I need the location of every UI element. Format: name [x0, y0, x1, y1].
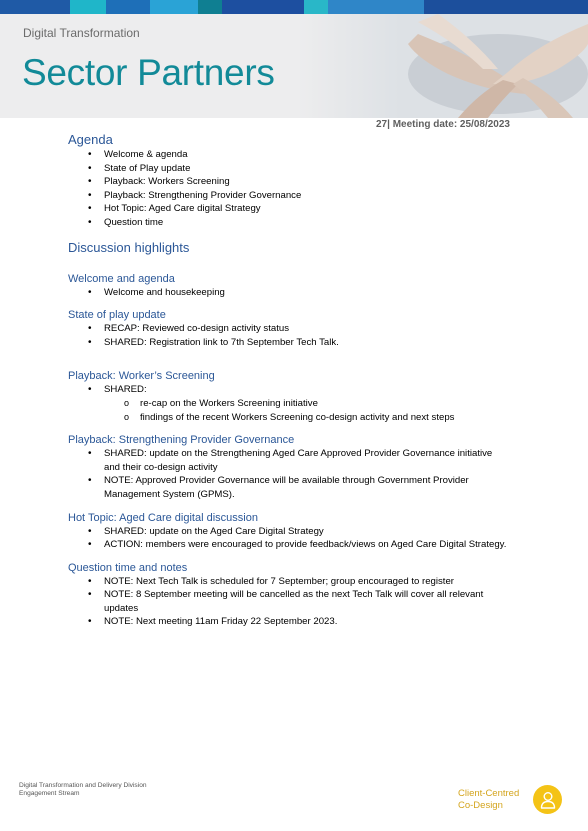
footer-division [19, 782, 147, 798]
section-heading: Question time and notes [68, 561, 188, 574]
stripe-segment [424, 0, 588, 14]
section-list [68, 322, 508, 349]
brand-line: Co-Design [458, 800, 503, 811]
page-title: Sector Partners [22, 52, 275, 93]
division-name: Digital Transformation and Delivery Division [19, 782, 147, 789]
sub-list-item: o findings of the recent Workers Screening co-design activity and next steps [68, 411, 508, 425]
list-item: • State of Play update [68, 162, 508, 176]
list-item: • RECAP: Reviewed co-design activity status [68, 322, 508, 336]
meeting-info [376, 119, 510, 130]
footer-brand [458, 788, 519, 812]
stripe-segment [150, 0, 198, 14]
section-provider-governance [68, 433, 508, 501]
page-number: 27| [376, 119, 390, 130]
section-list [68, 447, 508, 501]
section-sublist [68, 397, 508, 424]
agenda-heading: Agenda [68, 132, 113, 147]
section-heading: State of play update [68, 309, 166, 322]
stream-name: Engagement Stream [19, 790, 80, 797]
list-item: • NOTE: 8 September meeting will be cancelled as the next Tech Talk will cover all relevant updates [68, 588, 508, 615]
brand-line: Client-Centred [458, 788, 520, 799]
section-workers-screening [68, 369, 508, 424]
section-list [68, 383, 508, 397]
section-heading: Playback: Strengthening Provider Governance [68, 434, 295, 447]
section-welcome [68, 272, 508, 300]
document-body [68, 132, 508, 638]
section-heading: Playback: Worker’s Screening [68, 370, 215, 383]
list-item: • Question time [68, 216, 508, 230]
stripe-segment [70, 0, 106, 14]
list-item: • Hot Topic: Aged Care digital Strategy [68, 202, 508, 216]
list-item: • Playback: Workers Screening [68, 175, 508, 189]
stripe-segment [222, 0, 304, 14]
section-list [68, 525, 508, 552]
discussion-heading: Discussion highlights [68, 239, 190, 255]
hands-together-image [298, 14, 588, 118]
stripe-segment [304, 0, 328, 14]
list-item: • SHARED: update on the Strengthening Aged Care Approved Provider Governance initiative and their co-design activity [68, 447, 508, 474]
section-question-time [68, 561, 508, 629]
section-list [68, 575, 508, 629]
list-item: • SHARED: update on the Aged Care Digital Strategy [68, 525, 508, 539]
section-heading: Hot Topic: Aged Care digital discussion [68, 511, 258, 524]
agenda-section [68, 132, 508, 230]
list-item: • NOTE: Next Tech Talk is scheduled for 7 September; group encouraged to register [68, 575, 508, 589]
section-hot-topic [68, 511, 508, 552]
header-color-stripe [0, 0, 588, 14]
section-heading: Welcome and agenda [68, 272, 175, 285]
stripe-segment [106, 0, 150, 14]
list-item: • Welcome and housekeeping [68, 286, 508, 300]
list-item: • SHARED: [68, 383, 508, 397]
stripe-segment [0, 0, 70, 14]
list-item: • NOTE: Next meeting 11am Friday 22 September 2023. [68, 615, 508, 629]
header-banner [0, 14, 588, 118]
stripe-segment [198, 0, 222, 14]
section-state-of-play [68, 308, 508, 349]
sub-list-item: o re-cap on the Workers Screening initiative [68, 397, 508, 411]
co-design-badge [533, 785, 562, 814]
stripe-segment [328, 0, 424, 14]
list-item: • Playback: Strengthening Provider Governance [68, 189, 508, 203]
discussion-heading-block [68, 240, 508, 256]
list-item: • SHARED: Registration link to 7th September Tech Talk. [68, 336, 508, 350]
agenda-list [68, 148, 508, 230]
meeting-date: Meeting date: 25/08/2023 [392, 119, 510, 130]
section-list [68, 286, 508, 300]
header-kicker: Digital Transformation [23, 26, 140, 40]
list-item: • NOTE: Approved Provider Governance will be available through Government Provider Management System (GPMS). [68, 474, 508, 501]
list-item: • ACTION: members were encouraged to provide feedback/views on Aged Care Digital Strategy. [68, 538, 508, 552]
list-item: • Welcome & agenda [68, 148, 508, 162]
user-icon [540, 791, 556, 809]
